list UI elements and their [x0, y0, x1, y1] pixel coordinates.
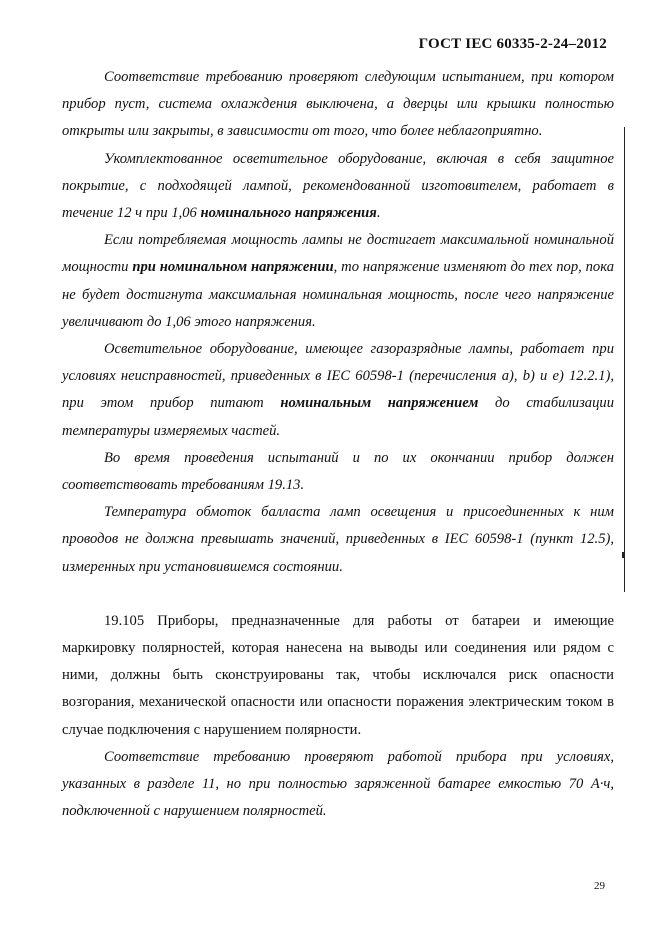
- paragraph: [62, 744, 614, 826]
- defined-term: номинального напряжения: [200, 205, 377, 222]
- document-body: [62, 64, 614, 825]
- document-header: ГОСТ IEC 60335-2-24–2012: [418, 36, 607, 52]
- text-run: Температура обмоток балласта ламп освещения и присоединенных к ним проводов не должна превышать значений, приведенных в IEC 60598-1 (пункт 12.5), измеренных при установившемся состоянии.: [62, 504, 614, 575]
- text-run: Если потребляемая мощность лампы не достигает максимальной номинальной мощности: [62, 232, 614, 276]
- text-run: , то напряжение изменяют до тех пор, пока не будет достигнута максимальная номинальная мощность, после чего напряжение увеличивают до 1,06 этого напряжения.: [62, 259, 614, 330]
- paragraph: [62, 227, 614, 336]
- defined-term: при номинальном напряжении: [132, 259, 334, 276]
- text-run: Укомплектованное осветительное оборудование, включая в себя защитное покрытие, с подходящей лампой, рекомендованной изготовителем, работает в течение 12 ч при 1,06: [62, 150, 614, 222]
- paragraph: [62, 146, 614, 228]
- paragraph: [62, 445, 614, 499]
- page-number: 29: [594, 880, 605, 892]
- change-bar-mark: [622, 552, 624, 558]
- defined-term: номинальным напряжением: [280, 395, 479, 412]
- change-bar: [624, 127, 625, 592]
- paragraph: [62, 499, 614, 581]
- paragraph: [62, 64, 614, 146]
- clause-19-105: [62, 608, 614, 744]
- text-run: Осветительное оборудование, имеющее газоразрядные лампы, работает при условиях неисправностей, приведенных в IEC 60598-1 (перечисления а), b) и е) 12.2.1), при этом прибор питают: [62, 341, 614, 412]
- text-run: Во время проведения испытаний и по их окончании прибор должен соответствовать требованиям 19.13.: [62, 449, 614, 494]
- text-run: 19.105 Приборы, предназначенные для работы от батареи и имеющие маркировку полярностей, которая нанесена на выводы или соединения или рядом с ними, должны быть сконструированы так, чтобы исключался риск опасности возгорания, механической опасности или опасности поражения электрическим током в случае подключения с нарушением полярности.: [62, 612, 614, 738]
- paragraph: [62, 336, 614, 445]
- text-run: Соответствие требованию проверяют следующим испытанием, при котором прибор пуст, система охлаждения выключена, а дверцы или крышки полностью открыты или закрыты, в зависимости от того, что более неблагоприятно.: [62, 69, 614, 140]
- text-run: до стабилизации температуры измеряемых частей.: [62, 395, 614, 439]
- text-run: Соответствие требованию проверяют работой прибора при условиях, указанных в разделе 11, но при полностью заряженной батарее емкостью 70 А·ч, подключенной с нарушением полярностей.: [62, 748, 614, 820]
- text-run: .: [376, 205, 381, 222]
